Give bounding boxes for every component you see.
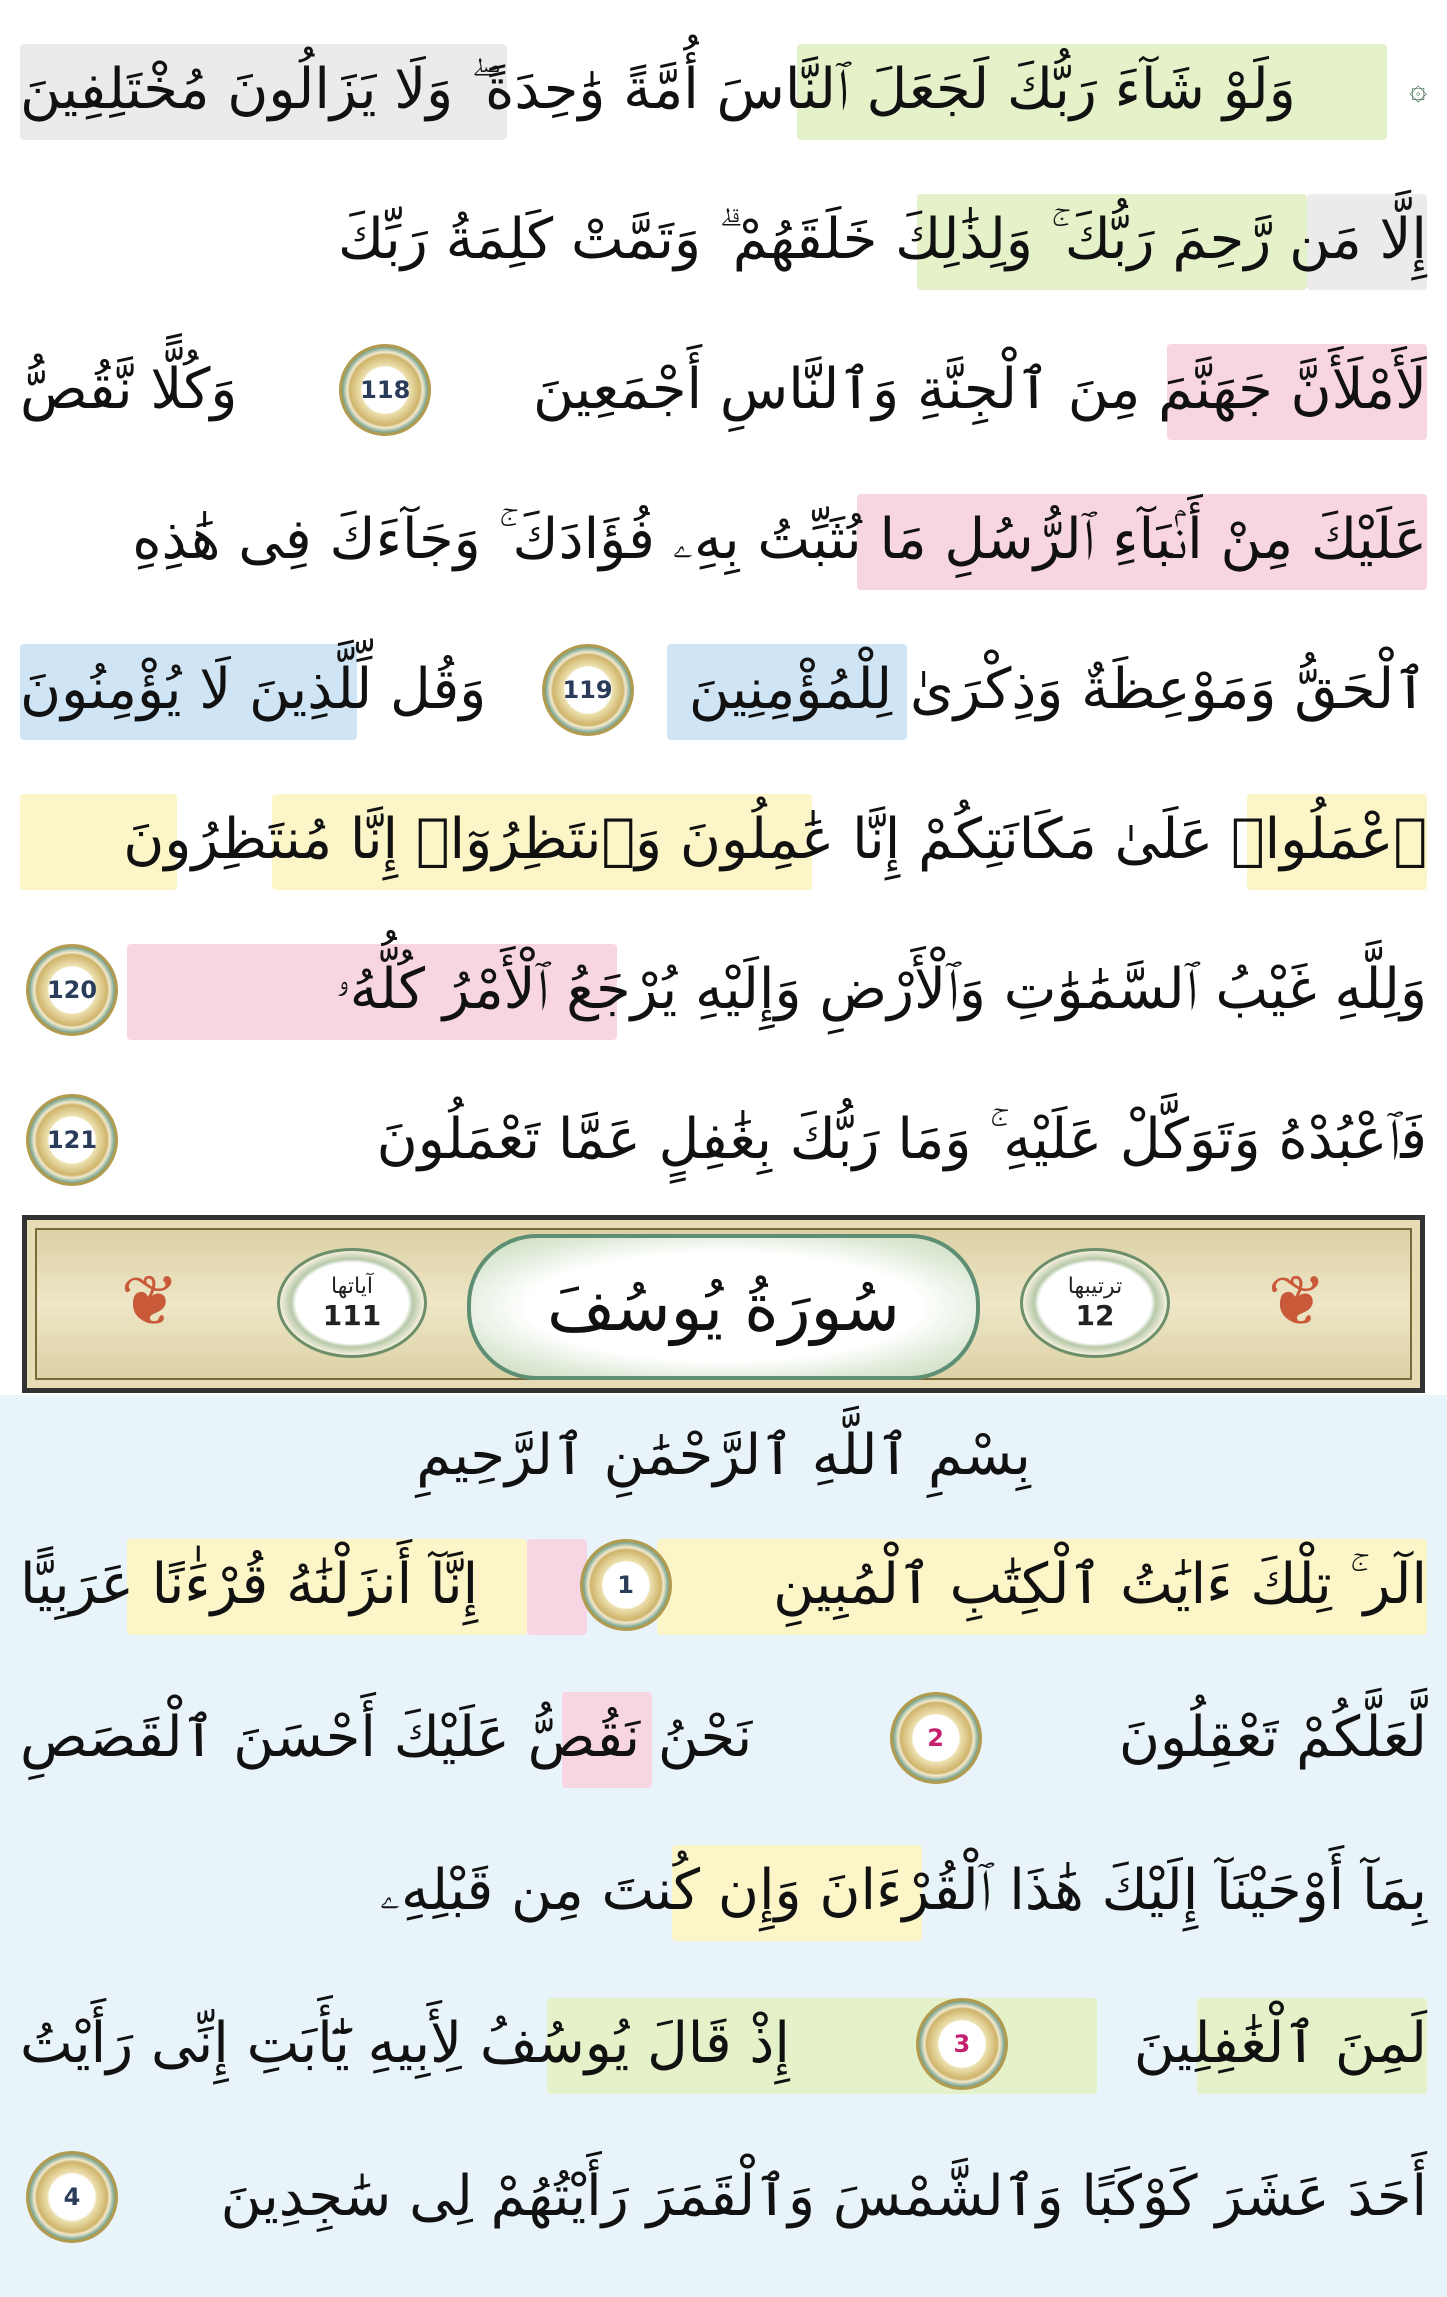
verse-number: 120 — [46, 976, 98, 1004]
text-line — [20, 1831, 1427, 1951]
verse-number: 119 — [562, 676, 613, 704]
verse-text: إِلَّا مَن رَّحِمَ رَبُّكَ ۚ وَلِذَٰلِكَ خَلَقَهُمْ ۗ وَتَمَّتْ كَلِمَةُ رَبِّكَ — [337, 207, 1427, 272]
verse-number: 2 — [927, 1724, 944, 1752]
surah-header — [22, 1215, 1425, 1393]
verse-number-medallion — [542, 644, 634, 736]
verse-number-medallion — [916, 1998, 1008, 2090]
verse-text: لَمِنَ ٱلْغَٰفِلِينَ — [1133, 2011, 1427, 2076]
ornament-right-icon: ❦ — [1267, 1260, 1327, 1342]
line-text — [20, 1525, 1427, 1645]
verse-text: إِنَّآ أَنزَلْنَٰهُ قُرْءَٰنًا عَرَبِيًّا — [20, 1552, 479, 1617]
verse-number: 1 — [617, 1571, 634, 1599]
line-text — [20, 1831, 1427, 1951]
verse-text: فَٱعْبُدْهُ وَتَوَكَّلْ عَلَيْهِ ۚ وَمَا رَبُّكَ بِغَٰفِلٍ عَمَّا تَعْمَلُونَ — [376, 1107, 1427, 1172]
verse-number: 118 — [360, 376, 411, 404]
text-line — [20, 930, 1427, 1050]
line-text — [20, 1678, 1427, 1798]
line-text — [20, 1080, 1427, 1200]
verse-number: 3 — [953, 2030, 971, 2058]
verse-text: وَلِلَّهِ غَيْبُ ٱلسَّمَٰوَٰتِ وَٱلْأَرْضِ وَإِلَيْهِ يُرْجَعُ ٱلْأَمْرُ كُلُّهُۥ — [335, 957, 1427, 1022]
line-text — [20, 330, 1427, 450]
verse-text: وَلَوْ شَآءَ رَبُّكَ لَجَعَلَ ٱلنَّاسَ أُمَّةً وَٰحِدَةً ۖ وَلَا يَزَالُونَ مُخْتَلِفِينَ — [20, 57, 1296, 122]
line-text — [20, 930, 1427, 1050]
verse-number: 4 — [63, 2183, 81, 2211]
verse-text: بِمَآ أَوْحَيْنَآ إِلَيْكَ هَٰذَا ٱلْقُرْءَانَ وَإِن كُنتَ مِن قَبْلِهِۦ — [379, 1858, 1427, 1923]
verse-text: إِذْ قَالَ يُوسُفُ لِأَبِيهِ يَٰٓأَبَتِ إِنِّى رَأَيْتُ — [20, 2011, 790, 2076]
text-line — [20, 780, 1427, 900]
verse-text: ٱلْحَقُّ وَمَوْعِظَةٌ وَذِكْرَىٰ لِلْمُؤْمِنِينَ — [688, 657, 1427, 722]
text-line — [20, 1984, 1427, 2104]
text-line — [20, 1678, 1427, 1798]
verse-number-medallion — [26, 2151, 118, 2243]
hizb-marker-icon: ۞ — [1409, 72, 1427, 107]
line-text — [20, 780, 1427, 900]
verse-number-medallion — [339, 344, 431, 436]
verse-number-medallion — [890, 1692, 982, 1784]
line-text — [20, 2137, 1427, 2257]
text-line — [20, 1525, 1427, 1645]
verse-count-number: 111 — [322, 1299, 382, 1332]
line-text — [20, 630, 1427, 750]
verse-text: الٓر ۚ تِلْكَ ءَايَٰتُ ٱلْكِتَٰبِ ٱلْمُبِينِ — [773, 1552, 1427, 1617]
ornament-left-icon: ❦ — [120, 1260, 180, 1342]
verse-number-medallion — [580, 1539, 672, 1631]
verse-number-medallion — [26, 944, 118, 1036]
verse-text: نَحْنُ نَقُصُّ عَلَيْكَ أَحْسَنَ ٱلْقَصَصِ — [20, 1705, 753, 1770]
verse-text: وَكُلًّا نَّقُصُّ — [20, 357, 238, 422]
text-line — [20, 330, 1427, 450]
basmala: بِسْمِ ٱللَّهِ ٱلرَّحْمَٰنِ ٱلرَّحِيمِ — [416, 1422, 1031, 1488]
surah-title: سُورَةُ يُوسُفَ — [467, 1234, 980, 1380]
verse-count-label: آياتها — [331, 1274, 373, 1299]
line-text — [20, 480, 1427, 600]
verse-number-medallion — [26, 1094, 118, 1186]
line-text — [20, 180, 1427, 300]
verse-text: أَحَدَ عَشَرَ كَوْكَبًا وَٱلشَّمْسَ وَٱلْقَمَرَ رَأَيْتُهُمْ لِى سَٰجِدِينَ — [220, 2164, 1427, 2229]
verse-text: لَأَمْلَأَنَّ جَهَنَّمَ مِنَ ٱلْجِنَّةِ وَٱلنَّاسِ أَجْمَعِينَ — [533, 357, 1427, 422]
text-line — [20, 1080, 1427, 1200]
verse-text: لَّعَلَّكُمْ تَعْقِلُونَ — [1118, 1705, 1427, 1770]
text-line — [20, 30, 1427, 150]
text-line — [20, 630, 1427, 750]
verse-text: عَلَيْكَ مِنْ أَنۢبَآءِ ٱلرُّسُلِ مَا نُثَبِّتُ بِهِۦ فُؤَادَكَ ۚ وَجَآءَكَ فِى هَٰذِهِ — [132, 507, 1427, 572]
verse-count-box — [277, 1248, 427, 1358]
text-line — [20, 2137, 1427, 2257]
line-text — [20, 30, 1427, 150]
verse-text: ٱعْمَلُوا۟ عَلَىٰ مَكَانَتِكُمْ إِنَّا عَٰمِلُونَ وَٱنتَظِرُوٓا۟ إِنَّا مُنتَظِرُونَ — [123, 807, 1427, 872]
text-line — [20, 480, 1427, 600]
text-line — [20, 180, 1427, 300]
surah-order-number: 12 — [1075, 1299, 1115, 1332]
verse-text: وَقُل لِّلَّذِينَ لَا يُؤْمِنُونَ — [20, 657, 487, 722]
surah-order-box — [1020, 1248, 1170, 1358]
surah-order-label: ترتيبها — [1067, 1274, 1123, 1299]
line-text — [20, 1984, 1427, 2104]
verse-number: 121 — [46, 1126, 98, 1154]
